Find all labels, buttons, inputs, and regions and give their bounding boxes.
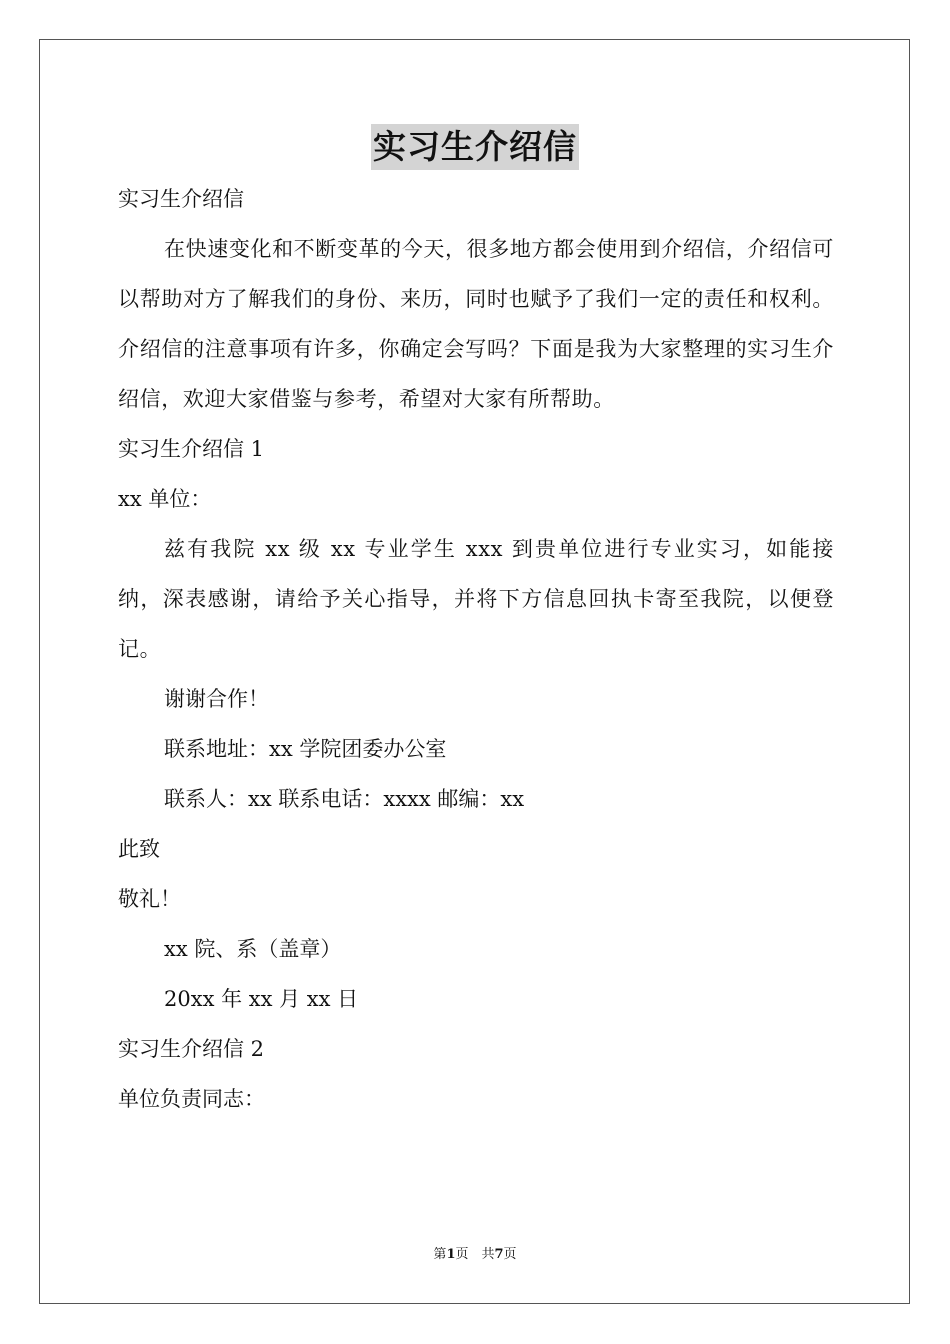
- letter1-thanks: 谢谢合作！: [164, 687, 269, 711]
- footer-page-mid: 页 共: [455, 1247, 495, 1262]
- footer-page-suffix: 页: [503, 1247, 517, 1262]
- letter1-body: 兹有我院 xx 级 xx 专业学生 xxx 到贵单位进行专业实习，如能接纳，深表感谢，请给予关心指导，并将下方信息回执卡寄至我院，以便登记。: [118, 537, 834, 661]
- footer-page-total: 7: [494, 1247, 504, 1262]
- letter1-closing-2: 敬礼！: [118, 887, 181, 911]
- intro-paragraph: 在快速变化和不断变革的今天，很多地方都会使用到介绍信，介绍信可以帮助对方了解我们的身份、来历，同时也赋予了我们一定的责任和权利。介绍信的注意事项有许多，你确定会写吗？下面是我为大家整理的实习生介绍信，欢迎大家借鉴与参考，希望对大家有所帮助。: [118, 237, 834, 411]
- footer-page-current: 1: [446, 1247, 456, 1262]
- letter1-signature: xx 院、系（盖章）: [164, 937, 342, 961]
- letter1-heading: 实习生介绍信 1: [118, 437, 265, 461]
- page-footer: [0, 1245, 950, 1265]
- letter1-address: 联系地址：xx 学院团委办公室: [164, 737, 447, 761]
- document-title: 实习生介绍信: [371, 124, 579, 170]
- footer-page-prefix: 第: [433, 1247, 447, 1262]
- title-wrap: [0, 124, 950, 170]
- section-heading: 实习生介绍信: [118, 187, 244, 211]
- letter1-salutation: xx 单位：: [118, 487, 212, 511]
- letter1-closing-1: 此致: [118, 837, 160, 861]
- letter2-salutation: 单位负责同志：: [118, 1087, 265, 1111]
- letter2-heading: 实习生介绍信 2: [118, 1037, 265, 1061]
- letter1-date: 20xx 年 xx 月 xx 日: [164, 987, 359, 1011]
- document-body: [118, 174, 834, 1124]
- letter1-contact: 联系人：xx 联系电话：xxxx 邮编：xx: [164, 787, 525, 811]
